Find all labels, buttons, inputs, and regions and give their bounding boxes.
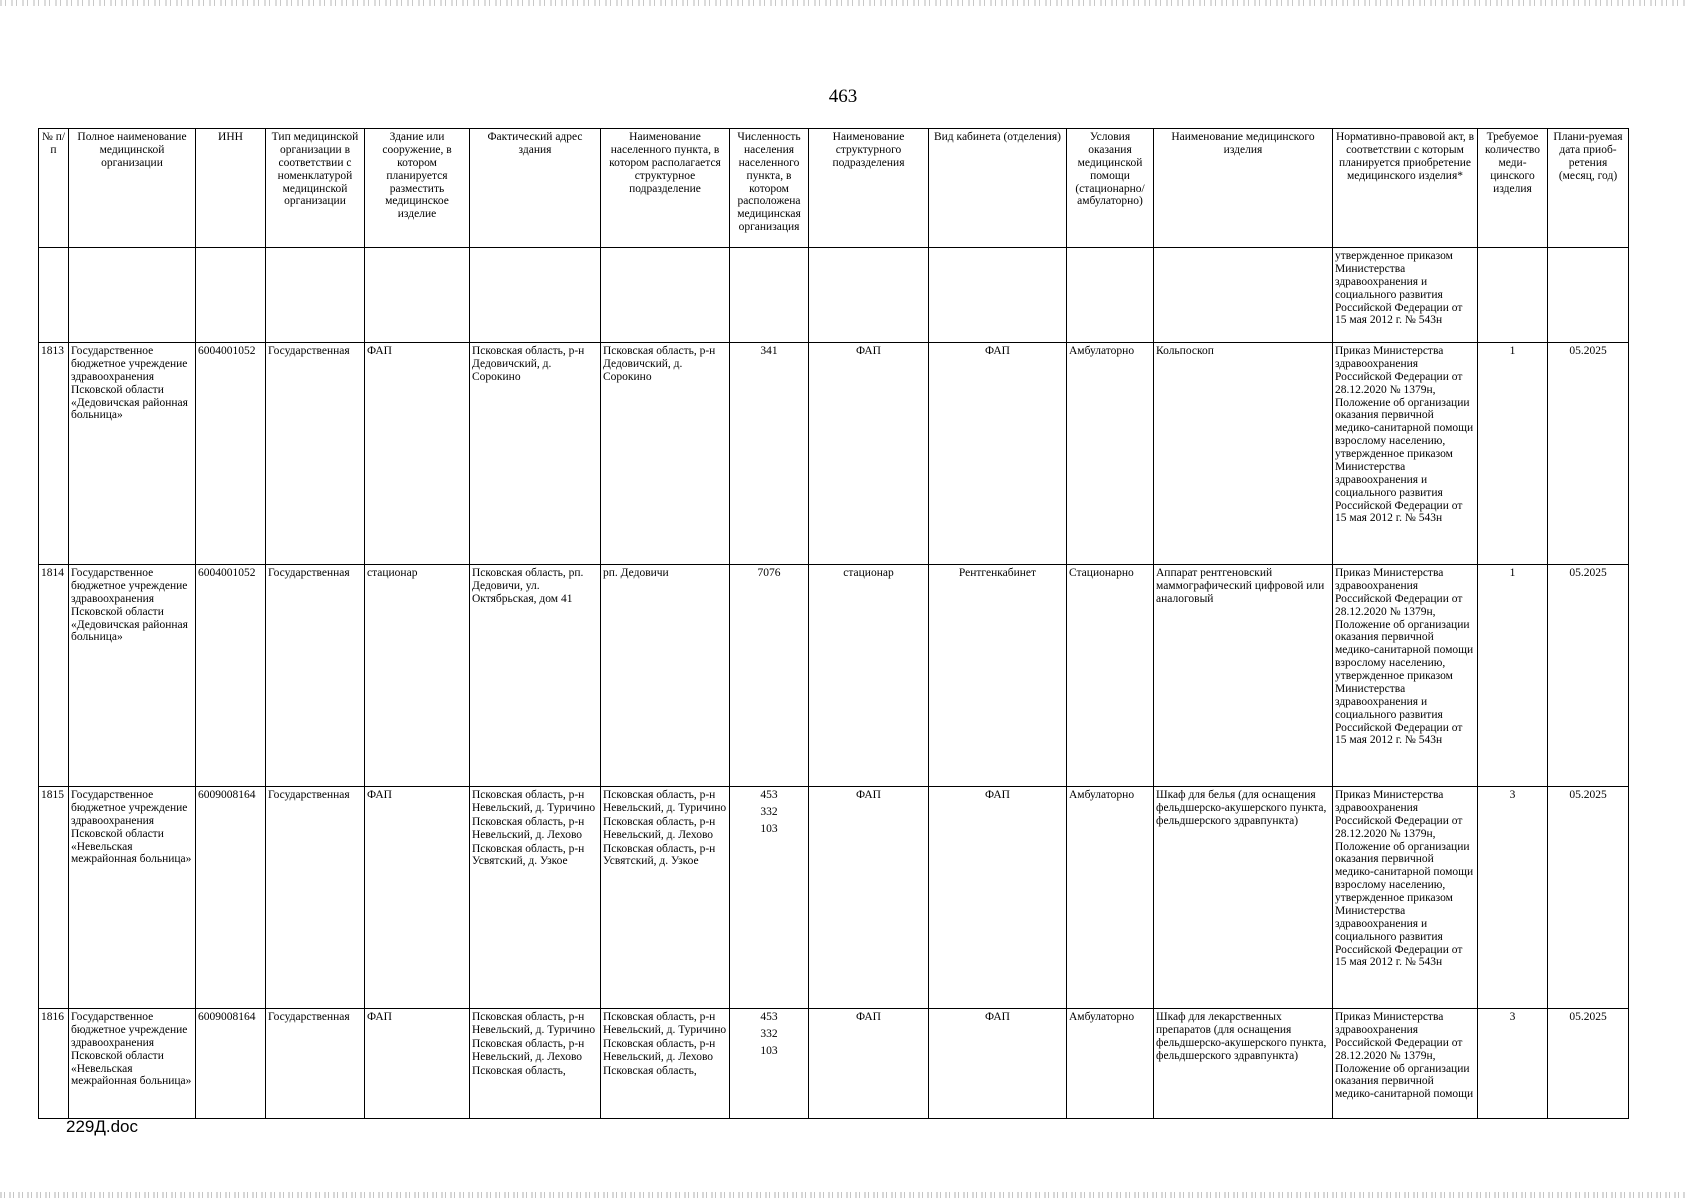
row-device: Шкаф для лекарственных препаратов (для оснащения фельдшерско-акушерского пункта, фельдшерского здравпункта)	[1154, 1009, 1333, 1119]
row-device: Аппарат рентгеновский маммографический цифровой или аналоговый	[1154, 565, 1333, 787]
row-settlement: рп. Дедовичи	[601, 565, 730, 787]
row-num: 1815	[39, 787, 69, 1009]
row-device: Кольпоскоп	[1154, 343, 1333, 565]
continuation-act: утвержденное приказом Министерства здравоохранения и социального развития Российской Федерации от 15 мая 2012 г. № 543н	[1333, 248, 1478, 343]
row-qty: 3	[1478, 787, 1548, 1009]
header-conditions: Условия оказания медицинской помощи (стационарно/ амбулаторно)	[1067, 129, 1154, 248]
row-division: ФАП	[809, 1009, 929, 1119]
header-legal-act: Нормативно-правовой акт, в соответствии с которым планируется приобретение медицинского изделия*	[1333, 129, 1478, 248]
row-type: Государственная	[266, 1009, 365, 1119]
header-org-name: Полное наименование медицинской организации	[69, 129, 196, 248]
row-division: ФАП	[809, 787, 929, 1009]
scan-edge-bottom	[0, 1192, 1686, 1198]
row-cabinet: ФАП	[929, 343, 1067, 565]
header-num: № п/п	[39, 129, 69, 248]
row-inn: 6004001052	[196, 343, 266, 565]
row-conditions: Амбулаторно	[1067, 1009, 1154, 1119]
row-inn: 6009008164	[196, 1009, 266, 1119]
row-num: 1816	[39, 1009, 69, 1119]
row-settlement: Псковская область, р-н Дедовичский, д. Сорокино	[601, 343, 730, 565]
table-row	[39, 787, 1629, 1009]
row-population: 453 332 103	[730, 787, 809, 1009]
row-org: Государственное бюджетное учреждение здравоохранения Псковской области «Невельская межрайонная больница»	[69, 787, 196, 1009]
header-population: Численность населения населенного пункта, в котором расположена медицинская организация	[730, 129, 809, 248]
page-number: 463	[828, 86, 858, 107]
row-date: 05.2025	[1548, 787, 1629, 1009]
row-cabinet: ФАП	[929, 787, 1067, 1009]
row-conditions: Стационарно	[1067, 565, 1154, 787]
header-date: Плани-руемая дата приоб-ретения (месяц, год)	[1548, 129, 1629, 248]
row-date: 05.2025	[1548, 565, 1629, 787]
row-type: Государственная	[266, 343, 365, 565]
header-quantity: Требуемое количество меди-цинского изделия	[1478, 129, 1548, 248]
table-row-continuation	[39, 248, 1629, 343]
row-conditions: Амбулаторно	[1067, 343, 1154, 565]
row-type: Государственная	[266, 565, 365, 787]
row-cabinet: ФАП	[929, 1009, 1067, 1119]
header-cabinet: Вид кабинета (отделения)	[929, 129, 1067, 248]
header-org-type: Тип медицинской организации в соответствии с номенклатурой медицинской организации	[266, 129, 365, 248]
row-inn: 6009008164	[196, 787, 266, 1009]
row-inn: 6004001052	[196, 565, 266, 787]
row-act: Приказ Министерства здравоохранения Российской Федерации от 28.12.2020 № 1379н, Положение об организации оказания первичной медико-санитарной помощи взрослому населению, утвержденное приказом Министерства здравоохранения и социального развития Российской Федерации от 15 мая 2012 г. № 543н	[1333, 343, 1478, 565]
row-date: 05.2025	[1548, 343, 1629, 565]
row-conditions: Амбулаторно	[1067, 787, 1154, 1009]
row-date: 05.2025	[1548, 1009, 1629, 1119]
row-building: стационар	[365, 565, 470, 787]
row-qty: 3	[1478, 1009, 1548, 1119]
row-settlement: Псковская область, р-н Невельский, д. Туричино Псковская область, р-н Невельский, д. Лехово Псковская область,	[601, 1009, 730, 1119]
row-org: Государственное бюджетное учреждение здравоохранения Псковской области «Невельская межрайонная больница»	[69, 1009, 196, 1119]
row-building: ФАП	[365, 1009, 470, 1119]
row-address: Псковская область, р-н Невельский, д. Туричино Псковская область, р-н Невельский, д. Лехово Псковская область,	[470, 1009, 601, 1119]
row-population: 341	[730, 343, 809, 565]
header-device: Наименование медицинского изделия	[1154, 129, 1333, 248]
table-row	[39, 343, 1629, 565]
row-address: Псковская область, р-н Невельский, д. Туричино Псковская область, р-н Невельский, д. Лехово Псковская область, р-н Усвятский, д. Узкое	[470, 787, 601, 1009]
row-cabinet: Рентгенкабинет	[929, 565, 1067, 787]
scan-edge-top	[0, 0, 1686, 6]
header-address: Фактический адрес здания	[470, 129, 601, 248]
header-inn: ИНН	[196, 129, 266, 248]
row-act: Приказ Министерства здравоохранения Российской Федерации от 28.12.2020 № 1379н, Положение об организации оказания первичной медико-санитарной помощи взрослому населению, утвержденное приказом Министерства здравоохранения и социального развития Российской Федерации от 15 мая 2012 г. № 543н	[1333, 787, 1478, 1009]
header-settlement: Наименование населенного пункта, в котором располагается структурное подразделение	[601, 129, 730, 248]
header-building: Здание или сооружение, в котором планируется разместить медицинское изделие	[365, 129, 470, 248]
table-row	[39, 1009, 1629, 1119]
row-num: 1814	[39, 565, 69, 787]
header-row	[39, 129, 1629, 248]
row-address: Псковская область, рп. Дедовичи, ул. Октябрьская, дом 41	[470, 565, 601, 787]
header-division: Наименование структурного подразделения	[809, 129, 929, 248]
row-act: Приказ Министерства здравоохранения Российской Федерации от 28.12.2020 № 1379н, Положение об организации оказания первичной медико-санитарной помощи взрослому населению, утвержденное приказом Министерства здравоохранения и социального развития Российской Федерации от 15 мая 2012 г. № 543н	[1333, 565, 1478, 787]
equipment-table	[38, 128, 1629, 1119]
row-building: ФАП	[365, 787, 470, 1009]
row-org: Государственное бюджетное учреждение здравоохранения Псковской области «Дедовичская районная больница»	[69, 565, 196, 787]
row-population: 7076	[730, 565, 809, 787]
row-settlement: Псковская область, р-н Невельский, д. Туричино Псковская область, р-н Невельский, д. Лехово Псковская область, р-н Усвятский, д. Узкое	[601, 787, 730, 1009]
row-device: Шкаф для белья (для оснащения фельдшерско-акушерского пункта, фельдшерского здравпункта)	[1154, 787, 1333, 1009]
row-population: 453 332 103	[730, 1009, 809, 1119]
row-address: Псковская область, р-н Дедовичский, д. Сорокино	[470, 343, 601, 565]
row-building: ФАП	[365, 343, 470, 565]
row-qty: 1	[1478, 343, 1548, 565]
row-division: стационар	[809, 565, 929, 787]
row-num: 1813	[39, 343, 69, 565]
row-division: ФАП	[809, 343, 929, 565]
row-org: Государственное бюджетное учреждение здравоохранения Псковской области «Дедовичская районная больница»	[69, 343, 196, 565]
footer-filename: 229Д.doc	[66, 1117, 139, 1136]
table-row	[39, 565, 1629, 787]
row-type: Государственная	[266, 787, 365, 1009]
row-act: Приказ Министерства здравоохранения Российской Федерации от 28.12.2020 № 1379н, Положение об организации оказания первичной медико-санитарной помощи	[1333, 1009, 1478, 1119]
row-qty: 1	[1478, 565, 1548, 787]
